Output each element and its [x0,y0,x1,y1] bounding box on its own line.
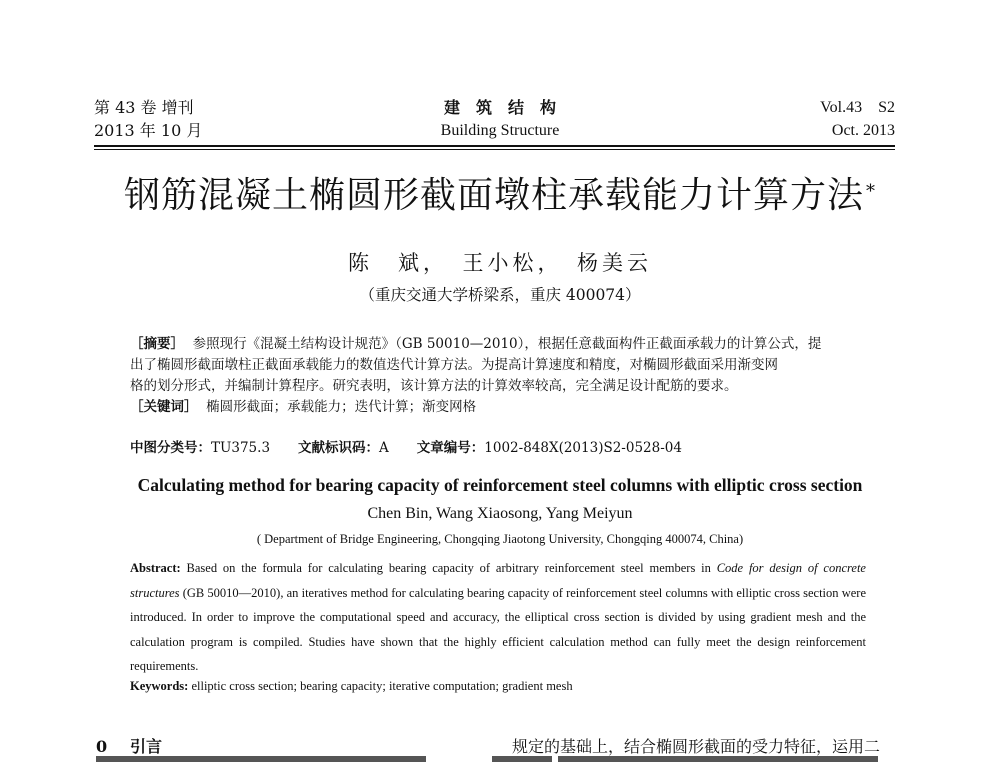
cropped-next-line [94,756,904,762]
affiliation-en: ( Department of Bridge Engineering, Chongqing Jiaotong University, Chongqing 400074, China) [256,532,744,546]
keywords-cn-text: 椭圆形截面；承载能力；迭代计算；渐变网格 [206,399,477,415]
abstract-en-italic: Code for design of concrete structures [130,561,866,600]
keywords-cn-label: ［关键词］ [130,399,198,415]
paper-title-en: Calculating method for bearing capacity of reinforcement steel columns with elliptic cross section [137,475,863,495]
clc-label: 中图分类号： [130,440,211,456]
body-text-right: 规定的基础上，结合椭圆形截面的受力特征，运用二 [512,737,881,756]
keywords-en-text: elliptic cross section; bearing capacity; iterative computation; gradient mesh [191,679,573,693]
abstract-en-part2: (GB 50010—2010), an iteratives method for calculating bearing capacity of reinforcement steel columns with elliptic cross section were introduced. In order to improve the computational speed and accuracy, the elliptical cross section is divided by using gradient mesh and the calculation program is compiled. Studies have shown that the highly efficient calculation method can fully meet the design reinforcement requirements. [130,585,866,673]
doc-code-value: A [379,440,389,456]
section-number: 0 [96,737,108,756]
paper-title [0,174,1000,218]
header-rule-bottom [94,149,895,150]
keywords-en-label: Keywords: [130,679,189,693]
abstract-cn-label: ［摘要］ [130,336,184,352]
keywords-en [130,679,573,694]
article-no-label: 文章编号： [416,440,485,456]
doc-code-label: 文献标识码： [298,440,380,456]
date-en: Oct. 2013 [831,122,895,139]
section-title: 引言 [130,737,163,756]
volume-en: Vol.43 S2 [820,99,895,116]
abstract-cn [130,334,866,418]
authors-cn: 陈 斌， 王小松， 杨美云 [348,251,652,275]
journal-name-en: Building Structure [440,122,560,139]
publication-date: 2013 年 10 月 [94,121,203,140]
abstract-en-part1: Based on the formula for calculating bearing capacity of arbitrary reinforcement steel members in [186,561,717,575]
paper-title-text: 钢筋混凝土椭圆形截面墩柱承载能力计算方法 [123,175,864,216]
title-footnote-marker: * [866,181,876,202]
section-heading [96,734,162,757]
classification-line [130,436,682,456]
header-rule-top [94,145,895,147]
clc-value: TU375.3 [211,440,271,456]
article-no-value: 1002-848X(2013)S2-0528-04 [484,440,682,456]
abstract-en-label: Abstract: [130,561,181,575]
abstract-cn-line: 出了椭圆形截面墩柱正截面承载能力的数值迭代计算方法。为提高计算速度和精度，对椭圆形截面采用渐变网 [130,357,778,373]
abstract-cn-line: 格的划分形式，并编制计算程序。研究表明，该计算方法的计算效率较高，完全满足设计配筋的要求。 [130,378,738,394]
authors-en: Chen Bin, Wang Xiaosong, Yang Meiyun [367,505,633,522]
abstract-en [130,556,866,679]
affiliation-cn: （重庆交通大学桥梁系，重庆 400074） [359,286,641,304]
volume-issue: 第 43 卷 增刊 [94,98,194,117]
abstract-cn-line: 参照现行《混凝土结构设计规范》（GB 50010—2010），根据任意截面构件正截面承载力的计算公式，提 [192,336,822,352]
journal-name-cn: 建 筑 结 构 [443,98,556,117]
